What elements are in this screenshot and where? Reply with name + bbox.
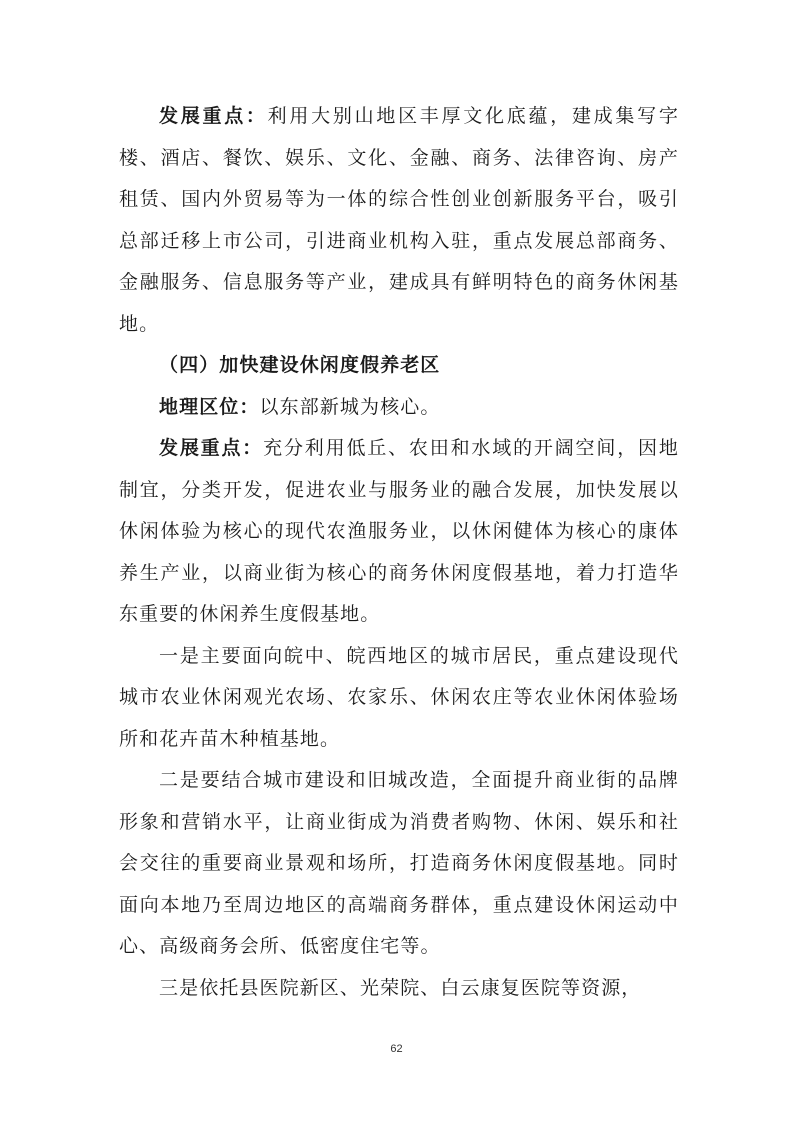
paragraph-development-focus-1 [119,96,679,345]
paragraph-text: 充分利用低丘、农田和水域的开阔空间，因地制宜，分类开发，促进农业与服务业的融合发展，加快发展以休闲体验为核心的现代农渔服务业，以休闲健体为核心的康体养生产业，以商业街为核心的商务休闲度假基地，着力打造华东重要的休闲养生度假基地。 [119,437,679,625]
paragraph-label: 发展重点： [159,105,268,127]
page-number: 62 [390,1043,403,1055]
paragraph-label: 发展重点： [159,437,264,459]
paragraph-geographic-location [119,387,679,429]
paragraph-point-two: 二是要结合城市建设和旧城改造，全面提升商业街的品牌形象和营销水平，让商业街成为消费者购物、休闲、娱乐和社会交往的重要商业景观和场所，打造商务休闲度假基地。同时面向本地乃至周边地区的高端商务群体，重点建设休闲运动中心、高级商务会所、低密度住宅等。 [119,769,679,957]
paragraph-label: 地理区位： [159,395,260,418]
paragraph-text: 以东部新城为核心。 [259,395,441,418]
paragraph-text: 利用大别山地区丰厚文化底蕴，建成集写字楼、酒店、餐饮、娱乐、文化、金融、商务、法律咨询、房产租赁、国内外贸易等为一体的综合性创业创新服务平台，吸引总部迁移上市公司，引进商业机构入驻，重点发展总部商务、金融服务、信息服务等产业，建成具有鲜明特色的商务休闲基地。 [119,105,679,335]
section-heading: （四）加快建设休闲度假养老区 [159,354,441,376]
document-body [119,96,679,1009]
paragraph-point-one: 一是主要面向皖中、皖西地区的城市居民，重点建设现代城市农业休闲观光农场、农家乐、休闲农庄等农业休闲体验场所和花卉苗木种植基地。 [119,644,679,750]
paragraph-point-three: 三是依托县医院新区、光荣院、白云康复医院等资源， [159,976,642,999]
paragraph-development-focus-2 [119,428,679,636]
